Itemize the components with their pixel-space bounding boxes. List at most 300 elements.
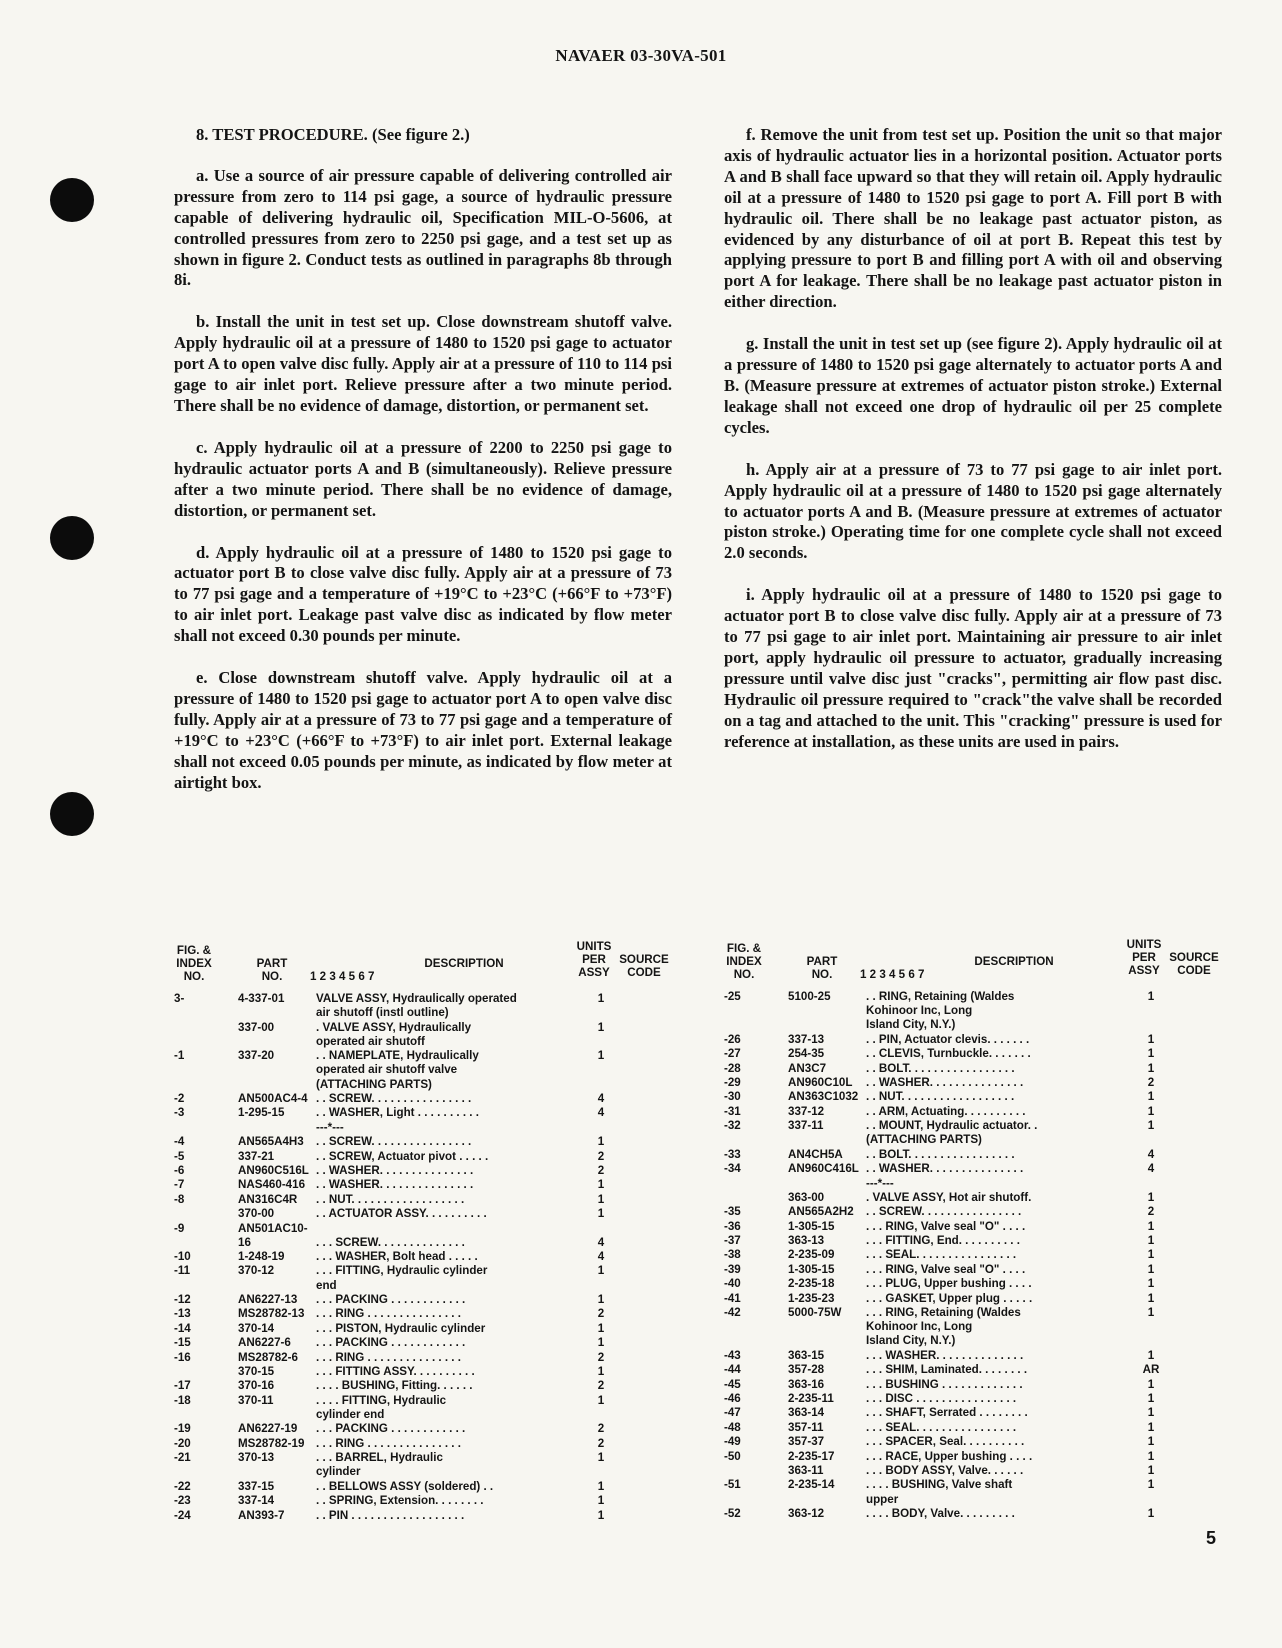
part-description: . . WASHER. . . . . . . . . . . . . . .: [316, 1178, 474, 1192]
units-per-assy: 1: [1147, 1047, 1155, 1061]
part-number: 337-00: [238, 1020, 275, 1034]
part-number: 337-12: [788, 1104, 825, 1118]
part-description: . . BOLT. . . . . . . . . . . . . . . . .: [866, 1061, 1015, 1075]
index-number: 3-: [174, 992, 185, 1005]
index-number: -15: [174, 1336, 191, 1350]
units-per-assy: 1: [597, 1178, 605, 1192]
table-row: [174, 1207, 674, 1221]
table-row: [724, 1047, 1224, 1061]
part-description: . . . RING . . . . . . . . . . . . . . .: [316, 1350, 461, 1364]
index-number: -50: [724, 1449, 741, 1463]
table-row: [174, 1322, 674, 1336]
units-per-assy: 4: [597, 1235, 605, 1249]
part-description: . . NUT. . . . . . . . . . . . . . . . . .: [866, 1090, 1015, 1104]
part-description: . VALVE ASSY, Hot air shutoff.: [866, 1190, 1032, 1204]
parts-rows-right: [724, 990, 1224, 1521]
part-description: . . . BUSHING . . . . . . . . . . . . .: [866, 1377, 1023, 1391]
part-number: 363-00: [788, 1190, 825, 1204]
index-number: -28: [724, 1061, 741, 1075]
part-description: . . SCREW, Actuator pivot . . . . .: [316, 1149, 489, 1163]
units-per-assy: 1: [1147, 1406, 1155, 1420]
table-row: [174, 1451, 674, 1480]
part-description: . . . RACE, Upper bushing . . . .: [866, 1449, 1033, 1463]
part-description: . . . PACKING . . . . . . . . . . . .: [316, 1422, 466, 1436]
header-units-per-assy: UNITS PER ASSY: [576, 940, 612, 979]
part-description: . . . PLUG, Upper bushing . . . .: [866, 1277, 1032, 1291]
left-text-column: [174, 125, 672, 814]
part-description: . . ACTUATOR ASSY. . . . . . . . . .: [316, 1207, 487, 1221]
part-description: . . NAMEPLATE, Hydraulically operated air shutoff valve (ATTACHING PARTS): [316, 1049, 479, 1091]
part-description: . . . RING . . . . . . . . . . . . . . .: [316, 1436, 461, 1450]
part-description: . . WASHER. . . . . . . . . . . . . . .: [866, 1162, 1024, 1176]
parts-list-header: [174, 940, 674, 988]
units-per-assy: 4: [597, 1091, 605, 1105]
part-number: AN565A2H2: [788, 1205, 854, 1219]
index-number: -29: [724, 1075, 741, 1089]
index-number: -27: [724, 1047, 741, 1061]
header-part-no: PART NO.: [806, 955, 838, 981]
part-number: 1-305-15: [788, 1262, 835, 1276]
units-per-assy: 1: [597, 1207, 605, 1221]
index-number: -51: [724, 1478, 741, 1492]
right-text-column: [724, 125, 1222, 773]
part-description: . . . DISC . . . . . . . . . . . . . . . .: [866, 1392, 1017, 1405]
units-per-assy: 1: [1147, 1449, 1155, 1463]
part-number: 2-235-14: [788, 1478, 835, 1492]
part-number: 337-11: [788, 1119, 824, 1133]
units-per-assy: 2: [597, 1436, 605, 1450]
part-description: . . . FITTING ASSY. . . . . . . . . .: [316, 1365, 475, 1379]
header-fig-index: FIG. & INDEX NO.: [176, 944, 212, 983]
index-number: -45: [724, 1377, 741, 1391]
part-number: AN4CH5A: [788, 1147, 843, 1161]
part-number: 337-13: [788, 1032, 825, 1046]
header-levels: 1 2 3 4 5 6 7: [860, 968, 925, 981]
units-per-assy: 1: [597, 1336, 605, 1350]
procedure-paragraph: h. Apply air at a pressure of 73 to 77 psi gage to air inlet port. Apply hydraulic oil at a pressure of 1480 to 1520 psi gage alternately to actuator ports A and B. (Measure pressure at extremes of actuator piston stroke.) Operating time for one complete cycle shall not exceed 2.0 seconds.: [724, 459, 1222, 563]
table-row: [724, 1507, 1224, 1521]
index-number: -39: [724, 1262, 741, 1276]
table-row: [724, 1392, 1224, 1406]
part-number: AN316C4R: [238, 1192, 298, 1206]
index-number: -36: [724, 1219, 741, 1233]
part-number: 2-235-17: [788, 1449, 835, 1463]
part-number: AN960C516L: [238, 1163, 309, 1177]
part-description: . . . BODY ASSY, Valve. . . . . .: [866, 1463, 1024, 1477]
procedure-paragraph: d. Apply hydraulic oil at a pressure of 1480 to 1520 psi gage to actuator port B to close valve disc fully. Apply air at a pressure of 73 to 77 psi gage and a temperature of +19°C to +23°C (+66°F to +73°F) to air inlet port. Leakage past valve disc as indicated by flow meter shall not exceed 0.30 pounds per minute.: [174, 542, 672, 646]
units-per-assy: 1: [597, 1365, 605, 1379]
parts-list-right: [724, 938, 1224, 1521]
part-description: . . . RING, Retaining (Waldes Kohinoor Inc, Long Island City, N.Y.): [866, 1306, 1021, 1348]
units-per-assy: 1: [597, 1192, 605, 1206]
units-per-assy: 1: [597, 992, 605, 1005]
index-number: -21: [174, 1451, 191, 1465]
part-number: 1-305-15: [788, 1219, 835, 1233]
procedure-paragraph: c. Apply hydraulic oil at a pressure of 2200 to 2250 psi gage to hydraulic actuator ports A and B (simultaneously). Relieve pressure after a two minute period. There shall be no evidence of damage, distortion, or permanent set.: [174, 437, 672, 520]
part-number: 1-235-23: [788, 1291, 835, 1305]
units-per-assy: 1: [1147, 1248, 1155, 1262]
index-number: -17: [174, 1379, 191, 1393]
units-per-assy: 1: [597, 1508, 605, 1522]
units-per-assy: 4: [1147, 1162, 1155, 1176]
part-number: 1-295-15: [238, 1106, 285, 1120]
index-number: -30: [724, 1090, 741, 1104]
index-number: -9: [174, 1221, 185, 1235]
part-description: . . SCREW. . . . . . . . . . . . . . . .: [316, 1135, 472, 1149]
index-number: -18: [174, 1393, 191, 1407]
table-row: [724, 1378, 1224, 1392]
table-row: [174, 1121, 674, 1135]
part-description: . . WASHER, Light . . . . . . . . . .: [316, 1106, 479, 1120]
part-number: 363-16: [788, 1377, 825, 1391]
table-row: [724, 1205, 1224, 1219]
table-row: [724, 1363, 1224, 1377]
part-number: 337-20: [238, 1049, 275, 1063]
procedure-paragraph: a. Use a source of air pressure capable of delivering controlled air pressure from zero to 114 psi gage, a source of hydraulic pressure capable of delivering hydraulic oil, Specification MIL-O-5606, at controlled pressures from zero to 2250 psi gage, and a test set up as shown in figure 2. Conduct tests as outlined in paragraphs 8b through 8i.: [174, 165, 672, 290]
part-description: . . NUT. . . . . . . . . . . . . . . . . .: [316, 1192, 465, 1206]
table-row: [724, 1033, 1224, 1047]
table-row: [724, 990, 1224, 1033]
table-row: [724, 1435, 1224, 1449]
table-row: [724, 1177, 1224, 1191]
units-per-assy: 1: [597, 1479, 605, 1493]
units-per-assy: 1: [1147, 1234, 1155, 1248]
table-row: [724, 1421, 1224, 1435]
index-number: -14: [174, 1321, 191, 1335]
part-description: . . SCREW. . . . . . . . . . . . . . . .: [866, 1205, 1022, 1219]
part-number: AN3C7: [788, 1061, 827, 1075]
part-description: . . WASHER. . . . . . . . . . . . . . .: [866, 1075, 1024, 1089]
header-description: DESCRIPTION: [974, 955, 1054, 968]
table-row: [174, 1509, 674, 1523]
part-number: 363-15: [788, 1348, 825, 1362]
part-number: 254-35: [788, 1047, 825, 1061]
table-row: [724, 1464, 1224, 1478]
parts-rows-left: [174, 992, 674, 1523]
part-description: . . . RING, Valve seal "O" . . . .: [866, 1262, 1026, 1276]
table-row: [724, 1306, 1224, 1349]
header-source-code: SOURCE CODE: [1169, 951, 1219, 977]
part-description: . . . SHIM, Laminated. . . . . . . .: [866, 1363, 1028, 1377]
part-description: . . . PACKING . . . . . . . . . . . .: [316, 1336, 466, 1350]
units-per-assy: 4: [597, 1250, 605, 1264]
part-description: . . . SEAL. . . . . . . . . . . . . . . .: [866, 1248, 1017, 1262]
header-description: DESCRIPTION: [424, 957, 504, 970]
part-number: 5100-25: [788, 990, 831, 1003]
table-row: [724, 1090, 1224, 1104]
index-number: -31: [724, 1104, 741, 1118]
part-number: AN501AC10- 16: [238, 1221, 308, 1249]
units-per-assy: 2: [1147, 1205, 1155, 1219]
units-per-assy: 1: [1147, 1190, 1155, 1204]
units-per-assy: 1: [597, 1393, 605, 1407]
index-number: -35: [724, 1205, 741, 1219]
table-row: [724, 1220, 1224, 1234]
index-number: -3: [174, 1106, 185, 1120]
units-per-assy: 1: [1147, 1392, 1155, 1405]
table-row: [174, 1422, 674, 1436]
header-part-no: PART NO.: [256, 957, 288, 983]
section-heading: 8. TEST PROCEDURE. (See figure 2.): [196, 125, 470, 144]
index-number: -16: [174, 1350, 191, 1364]
part-number: 1-248-19: [238, 1250, 285, 1264]
procedure-paragraph: f. Remove the unit from test set up. Position the unit so that major axis of hydraulic actuator lies in a horizontal position. Actuator ports A and B shall face upward so that they will retain oil. Apply hydraulic oil at a pressure of 1480 to 1520 psi gage to port A. Fill port B with hydraulic oil. There shall be no leakage past actuator piston, as evidenced by any disturbance of oil at port B. Repeat this test by applying pressure to port B and filling port A with oil and observing port A for leakage. There shall be no leakage past actuator piston in either direction.: [724, 125, 1222, 312]
header-fig-index: FIG. & INDEX NO.: [726, 942, 762, 981]
part-number: AN565A4H3: [238, 1135, 304, 1149]
part-description: . VALVE ASSY, Hydraulically operated air shutoff: [316, 1020, 472, 1048]
units-per-assy: 1: [1147, 1506, 1155, 1520]
units-per-assy: 2: [597, 1163, 605, 1177]
table-row: [174, 1264, 674, 1293]
part-number: AN6227-13: [238, 1293, 298, 1307]
table-row: [174, 1021, 674, 1050]
table-row: [174, 1092, 674, 1106]
units-per-assy: 1: [597, 1020, 605, 1034]
procedure-paragraph: g. Install the unit in test set up (see figure 2). Apply hydraulic oil at a pressure of 1480 to 1520 psi gage alternately to actuator ports A and B. (Measure pressure at extremes of actuator piston stroke.) External leakage shall not exceed one drop of hydraulic oil per 25 complete cycles.: [724, 334, 1222, 437]
parts-list-header: [724, 938, 1224, 986]
part-number: 357-11: [788, 1420, 824, 1434]
index-number: -52: [724, 1506, 741, 1520]
part-description: . . . FITTING, Hydraulic cylinder end: [316, 1264, 488, 1292]
table-row: [174, 1293, 674, 1307]
parts-list-left: [174, 940, 674, 1523]
index-number: -38: [724, 1248, 741, 1262]
part-description: . . SCREW. . . . . . . . . . . . . . . .: [316, 1091, 472, 1105]
header-levels: 1 2 3 4 5 6 7: [310, 970, 375, 983]
part-description: VALVE ASSY, Hydraulically operated air shutoff (instl outline): [316, 992, 517, 1020]
index-number: -41: [724, 1291, 741, 1305]
part-number: AN960C416L: [788, 1162, 859, 1176]
part-number: 357-37: [788, 1435, 825, 1449]
part-description: . . . WASHER, Bolt head . . . . .: [316, 1250, 478, 1264]
part-description: . . . GASKET, Upper plug . . . . .: [866, 1291, 1033, 1305]
part-description: . . . SPACER, Seal. . . . . . . . . .: [866, 1435, 1025, 1449]
table-row: [174, 1250, 674, 1264]
index-number: -26: [724, 1032, 741, 1046]
part-number: 370-13: [238, 1451, 275, 1465]
table-row: [724, 1450, 1224, 1464]
index-number: -8: [174, 1192, 185, 1206]
units-per-assy: 1: [1147, 1104, 1155, 1118]
table-row: [724, 1062, 1224, 1076]
index-number: -47: [724, 1406, 741, 1420]
units-per-assy: 1: [1147, 1435, 1155, 1449]
table-row: [724, 1248, 1224, 1262]
part-number: MS28782-13: [238, 1307, 305, 1321]
units-per-assy: 1: [597, 1049, 605, 1063]
table-row: [724, 1119, 1224, 1148]
part-description: ---*---: [316, 1120, 344, 1134]
part-description: . . . . BUSHING, Fitting. . . . . .: [316, 1379, 473, 1393]
table-row: [174, 1494, 674, 1508]
index-number: -4: [174, 1135, 185, 1149]
index-number: -20: [174, 1436, 191, 1450]
index-number: -40: [724, 1277, 741, 1291]
table-row: [724, 1292, 1224, 1306]
part-number: 363-13: [788, 1234, 825, 1248]
index-number: -48: [724, 1420, 741, 1434]
units-per-assy: 1: [1147, 1090, 1155, 1104]
table-row: [174, 992, 674, 1021]
part-number: 363-14: [788, 1406, 825, 1420]
units-per-assy: 4: [597, 1106, 605, 1120]
units-per-assy: 1: [1147, 1306, 1155, 1320]
table-row: [724, 1478, 1224, 1507]
units-per-assy: 2: [597, 1307, 605, 1321]
part-number: AN393-7: [238, 1508, 285, 1522]
part-number: 2-235-18: [788, 1277, 835, 1291]
table-row: [174, 1222, 674, 1251]
binder-hole-top: [50, 178, 94, 222]
table-row: [724, 1105, 1224, 1119]
table-row: [724, 1162, 1224, 1176]
index-number: -33: [724, 1147, 741, 1161]
units-per-assy: 2: [1147, 1075, 1155, 1089]
units-per-assy: 2: [597, 1149, 605, 1163]
table-row: [724, 1406, 1224, 1420]
index-number: -19: [174, 1422, 191, 1436]
index-number: -12: [174, 1293, 191, 1307]
table-row: [174, 1150, 674, 1164]
units-per-assy: 1: [1147, 1262, 1155, 1276]
part-description: . . PIN . . . . . . . . . . . . . . . . . .: [316, 1508, 465, 1522]
part-number: 337-15: [238, 1479, 275, 1493]
index-number: -34: [724, 1162, 741, 1176]
units-per-assy: 1: [1147, 1420, 1155, 1434]
index-number: -6: [174, 1163, 185, 1177]
part-description: . . ARM, Actuating. . . . . . . . . .: [866, 1104, 1026, 1118]
index-number: -42: [724, 1306, 741, 1320]
index-number: -43: [724, 1348, 741, 1362]
units-per-assy: 1: [1147, 1348, 1155, 1362]
units-per-assy: 1: [1147, 1119, 1155, 1133]
table-row: [174, 1336, 674, 1350]
part-number: AN6227-6: [238, 1336, 291, 1350]
table-row: [724, 1277, 1224, 1291]
index-number: -22: [174, 1479, 191, 1493]
part-description: . . . SCREW. . . . . . . . . . . . . .: [316, 1235, 465, 1249]
index-number: -37: [724, 1234, 741, 1248]
part-number: 2-235-11: [788, 1392, 834, 1405]
units-per-assy: 4: [1147, 1147, 1155, 1161]
part-description: . . . FITTING, End. . . . . . . . . .: [866, 1234, 1020, 1248]
index-number: -7: [174, 1178, 185, 1192]
table-row: [174, 1351, 674, 1365]
units-per-assy: 1: [1147, 990, 1155, 1003]
part-number: 363-11: [788, 1463, 824, 1477]
part-description: ---*---: [866, 1176, 894, 1190]
part-description: . . . PACKING . . . . . . . . . . . .: [316, 1293, 466, 1307]
part-description: . . . . BUSHING, Valve shaft upper: [866, 1478, 1013, 1506]
part-description: . . . . FITTING, Hydraulic cylinder end: [316, 1393, 447, 1422]
binder-hole-middle: [50, 516, 94, 560]
part-number: AN500AC4-4: [238, 1091, 308, 1105]
part-number: 370-00: [238, 1207, 275, 1221]
table-row: [174, 1307, 674, 1321]
table-row: [174, 1049, 674, 1092]
units-per-assy: 1: [1147, 1478, 1155, 1492]
units-per-assy: 1: [597, 1494, 605, 1508]
table-row: [174, 1394, 674, 1423]
table-row: [724, 1148, 1224, 1162]
part-description: . . . WASHER. . . . . . . . . . . . . .: [866, 1348, 1024, 1362]
table-row: [724, 1234, 1224, 1248]
part-description: . . MOUNT, Hydraulic actuator. . (ATTACHING PARTS): [866, 1119, 1038, 1147]
units-per-assy: 1: [1147, 1219, 1155, 1233]
part-number: 2-235-09: [788, 1248, 835, 1262]
procedure-paragraph: i. Apply hydraulic oil at a pressure of 1480 to 1520 psi gage to actuator port B to close valve disc fully. Apply air at a pressure of 73 to 77 psi gage to air inlet port. Maintaining air pressure to air inlet port, apply hydraulic oil pressure to actuator, gradually increasing pressure until valve disc just "cracks", permitting air flow past disc. Hydraulic oil pressure required to "crack"the valve shall be recorded on a tag and attached to the unit. This "cracking" pressure is used for reference at installation, as these units are used in pairs.: [724, 585, 1222, 751]
table-row: [174, 1480, 674, 1494]
part-description: . . . RING, Valve seal "O" . . . .: [866, 1219, 1026, 1233]
page-number: 5: [1205, 1528, 1216, 1548]
part-description: . . BOLT. . . . . . . . . . . . . . . . .: [866, 1147, 1015, 1161]
part-number: MS28782-19: [238, 1436, 305, 1450]
part-number: 370-11: [238, 1393, 274, 1407]
part-description: . . RING, Retaining (Waldes Kohinoor Inc, Long Island City, N.Y.): [866, 990, 1015, 1032]
table-row: [174, 1135, 674, 1149]
units-per-assy: 1: [597, 1321, 605, 1335]
units-per-assy: 1: [597, 1264, 605, 1278]
part-description: . . SPRING, Extension. . . . . . . .: [316, 1494, 484, 1508]
table-row: [174, 1178, 674, 1192]
part-number: MS28782-6: [238, 1350, 298, 1364]
part-description: . . . SEAL. . . . . . . . . . . . . . . .: [866, 1420, 1017, 1434]
table-row: [174, 1164, 674, 1178]
index-number: -44: [724, 1363, 741, 1377]
part-number: 4-337-01: [238, 992, 285, 1005]
table-row: [724, 1191, 1224, 1205]
index-number: -10: [174, 1250, 191, 1264]
index-number: -2: [174, 1091, 185, 1105]
part-number: AN960C10L: [788, 1075, 853, 1089]
part-number: 370-15: [238, 1365, 275, 1379]
part-description: . . PIN, Actuator clevis. . . . . . .: [866, 1032, 1030, 1046]
part-description: . . . PISTON, Hydraulic cylinder: [316, 1321, 486, 1335]
units-per-assy: 1: [597, 1135, 605, 1149]
part-number: 337-14: [238, 1494, 275, 1508]
part-description: . . . RING . . . . . . . . . . . . . . .: [316, 1307, 461, 1321]
index-number: -5: [174, 1149, 185, 1163]
part-description: . . CLEVIS, Turnbuckle. . . . . . .: [866, 1047, 1031, 1061]
table-row: [174, 1437, 674, 1451]
table-row: [174, 1379, 674, 1393]
units-per-assy: AR: [1142, 1363, 1160, 1377]
units-per-assy: 2: [597, 1350, 605, 1364]
part-description: . . . . BODY, Valve. . . . . . . . .: [866, 1506, 1015, 1520]
table-row: [174, 1193, 674, 1207]
procedure-paragraph: b. Install the unit in test set up. Close downstream shutoff valve. Apply hydraulic oil at a pressure of 1480 to 1520 psi gage to actuator port A to open valve disc fully. Apply air at a pressure of 110 to 114 psi gage to air inlet port. Relieve pressure after a two minute period. There shall be no evidence of damage, distortion, or permanent set.: [174, 312, 672, 415]
table-row: [174, 1106, 674, 1120]
units-per-assy: 1: [597, 1293, 605, 1307]
part-number: 363-12: [788, 1506, 825, 1520]
units-per-assy: 1: [1147, 1277, 1155, 1291]
units-per-assy: 1: [597, 1451, 605, 1465]
table-row: [724, 1263, 1224, 1277]
units-per-assy: 1: [1147, 1291, 1155, 1305]
part-number: 370-14: [238, 1321, 275, 1335]
units-per-assy: 2: [597, 1379, 605, 1393]
index-number: -25: [724, 990, 741, 1003]
index-number: -46: [724, 1392, 741, 1405]
units-per-assy: 2: [597, 1422, 605, 1436]
part-number: NAS460-416: [238, 1178, 306, 1192]
units-per-assy: 1: [1147, 1061, 1155, 1075]
header-source-code: SOURCE CODE: [619, 953, 669, 979]
binder-hole-bottom: [50, 792, 94, 836]
index-number: -13: [174, 1307, 191, 1321]
index-number: -1: [174, 1049, 185, 1063]
index-number: -49: [724, 1435, 741, 1449]
